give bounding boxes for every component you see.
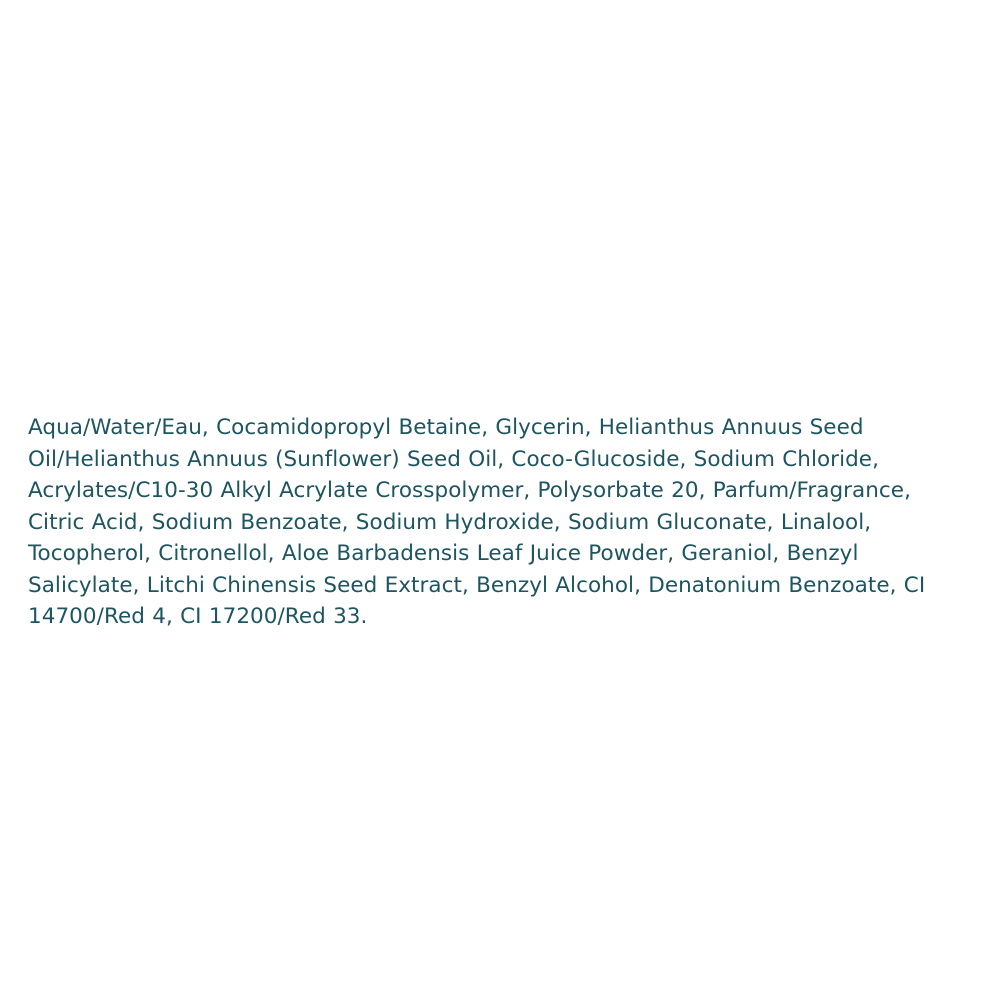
ingredients-block bbox=[28, 412, 972, 633]
ingredients-paragraph: Aqua/Water/Eau, Cocamidopropyl Betaine, Glycerin, Helianthus Annuus Seed Oil/Helianthus Annuus (Sunflower) Seed Oil, Coco-Glucoside, Sodium Chloride, Acrylates/C10-30 Alkyl Acrylate Crosspolymer, Polysorbate 20, Parfum/Fragrance, Citric Acid, Sodium Benzoate, Sodium Hydroxide, Sodium Gluconate, Linalool, Tocopherol, Citronellol, Aloe Barbadensis Leaf Juice Powder, Geraniol, Benzyl Salicylate, Litchi Chinensis Seed Extract, Benzyl Alcohol, Denatonium Benzoate, CI 14700/Red 4, CI 17200/Red 33. bbox=[28, 415, 926, 629]
